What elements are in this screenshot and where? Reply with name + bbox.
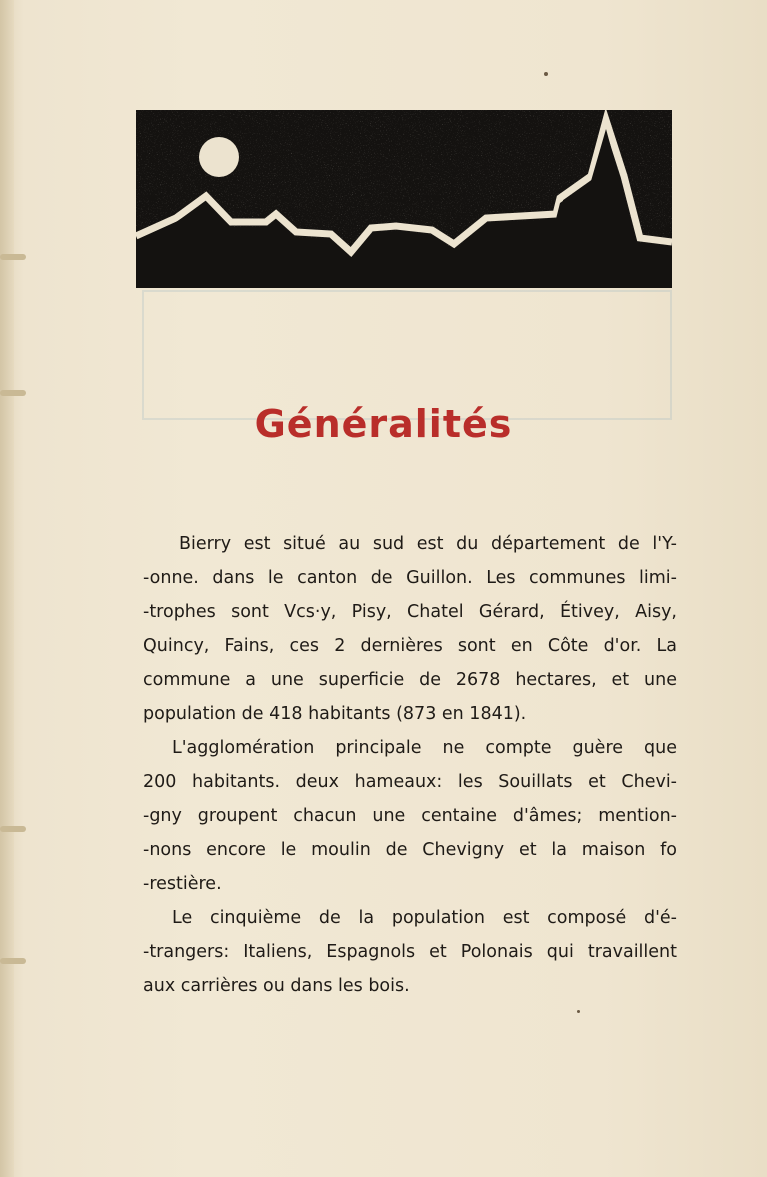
show-through-image (142, 290, 672, 420)
binding-edge (0, 0, 14, 1177)
text-line: aux carrières ou dans les bois. (143, 976, 410, 996)
text-line: -onne. dans le canton de Guillon. Les communes limi- (143, 568, 677, 588)
text-line: Le cinquième de la population est composé d'é- (172, 908, 677, 928)
paper-speck (544, 72, 548, 76)
text-line: -nons encore le moulin de Chevigny et la maison fo (143, 840, 677, 860)
text-line: Quincy, Fains, ces 2 dernières sont en Côte d'or. La (143, 636, 677, 656)
moon-icon (199, 137, 239, 177)
text-line: -trophes sont Vcs·y, Pisy, Chatel Gérard, Étivey, Aisy, (143, 602, 677, 622)
paper-speck (577, 1010, 580, 1013)
text-line: commune a une superficie de 2678 hectares, et une (143, 670, 677, 690)
binding-stitch (0, 254, 26, 260)
text-line: -restière. (143, 874, 222, 894)
binding-stitch (0, 826, 26, 832)
text-line: L'agglomération principale ne compte guère que (172, 738, 677, 758)
text-line: -trangers: Italiens, Espagnols et Polonais qui travaillent (143, 942, 677, 962)
binding-stitch (0, 958, 26, 964)
page-title: Généralités (254, 402, 513, 446)
text-line: 200 habitants. deux hameaux: les Souillats et Chevi- (143, 772, 677, 792)
text-line: -gny groupent chacun une centaine d'âmes; mention- (143, 806, 677, 826)
binding-stitch (0, 390, 26, 396)
body-text (143, 527, 677, 1003)
text-line: Bierry est situé au sud est du département de l'Y- (179, 534, 677, 554)
text-line: population de 418 habitants (873 en 1841). (143, 704, 527, 724)
woodcut-illustration (136, 110, 672, 288)
